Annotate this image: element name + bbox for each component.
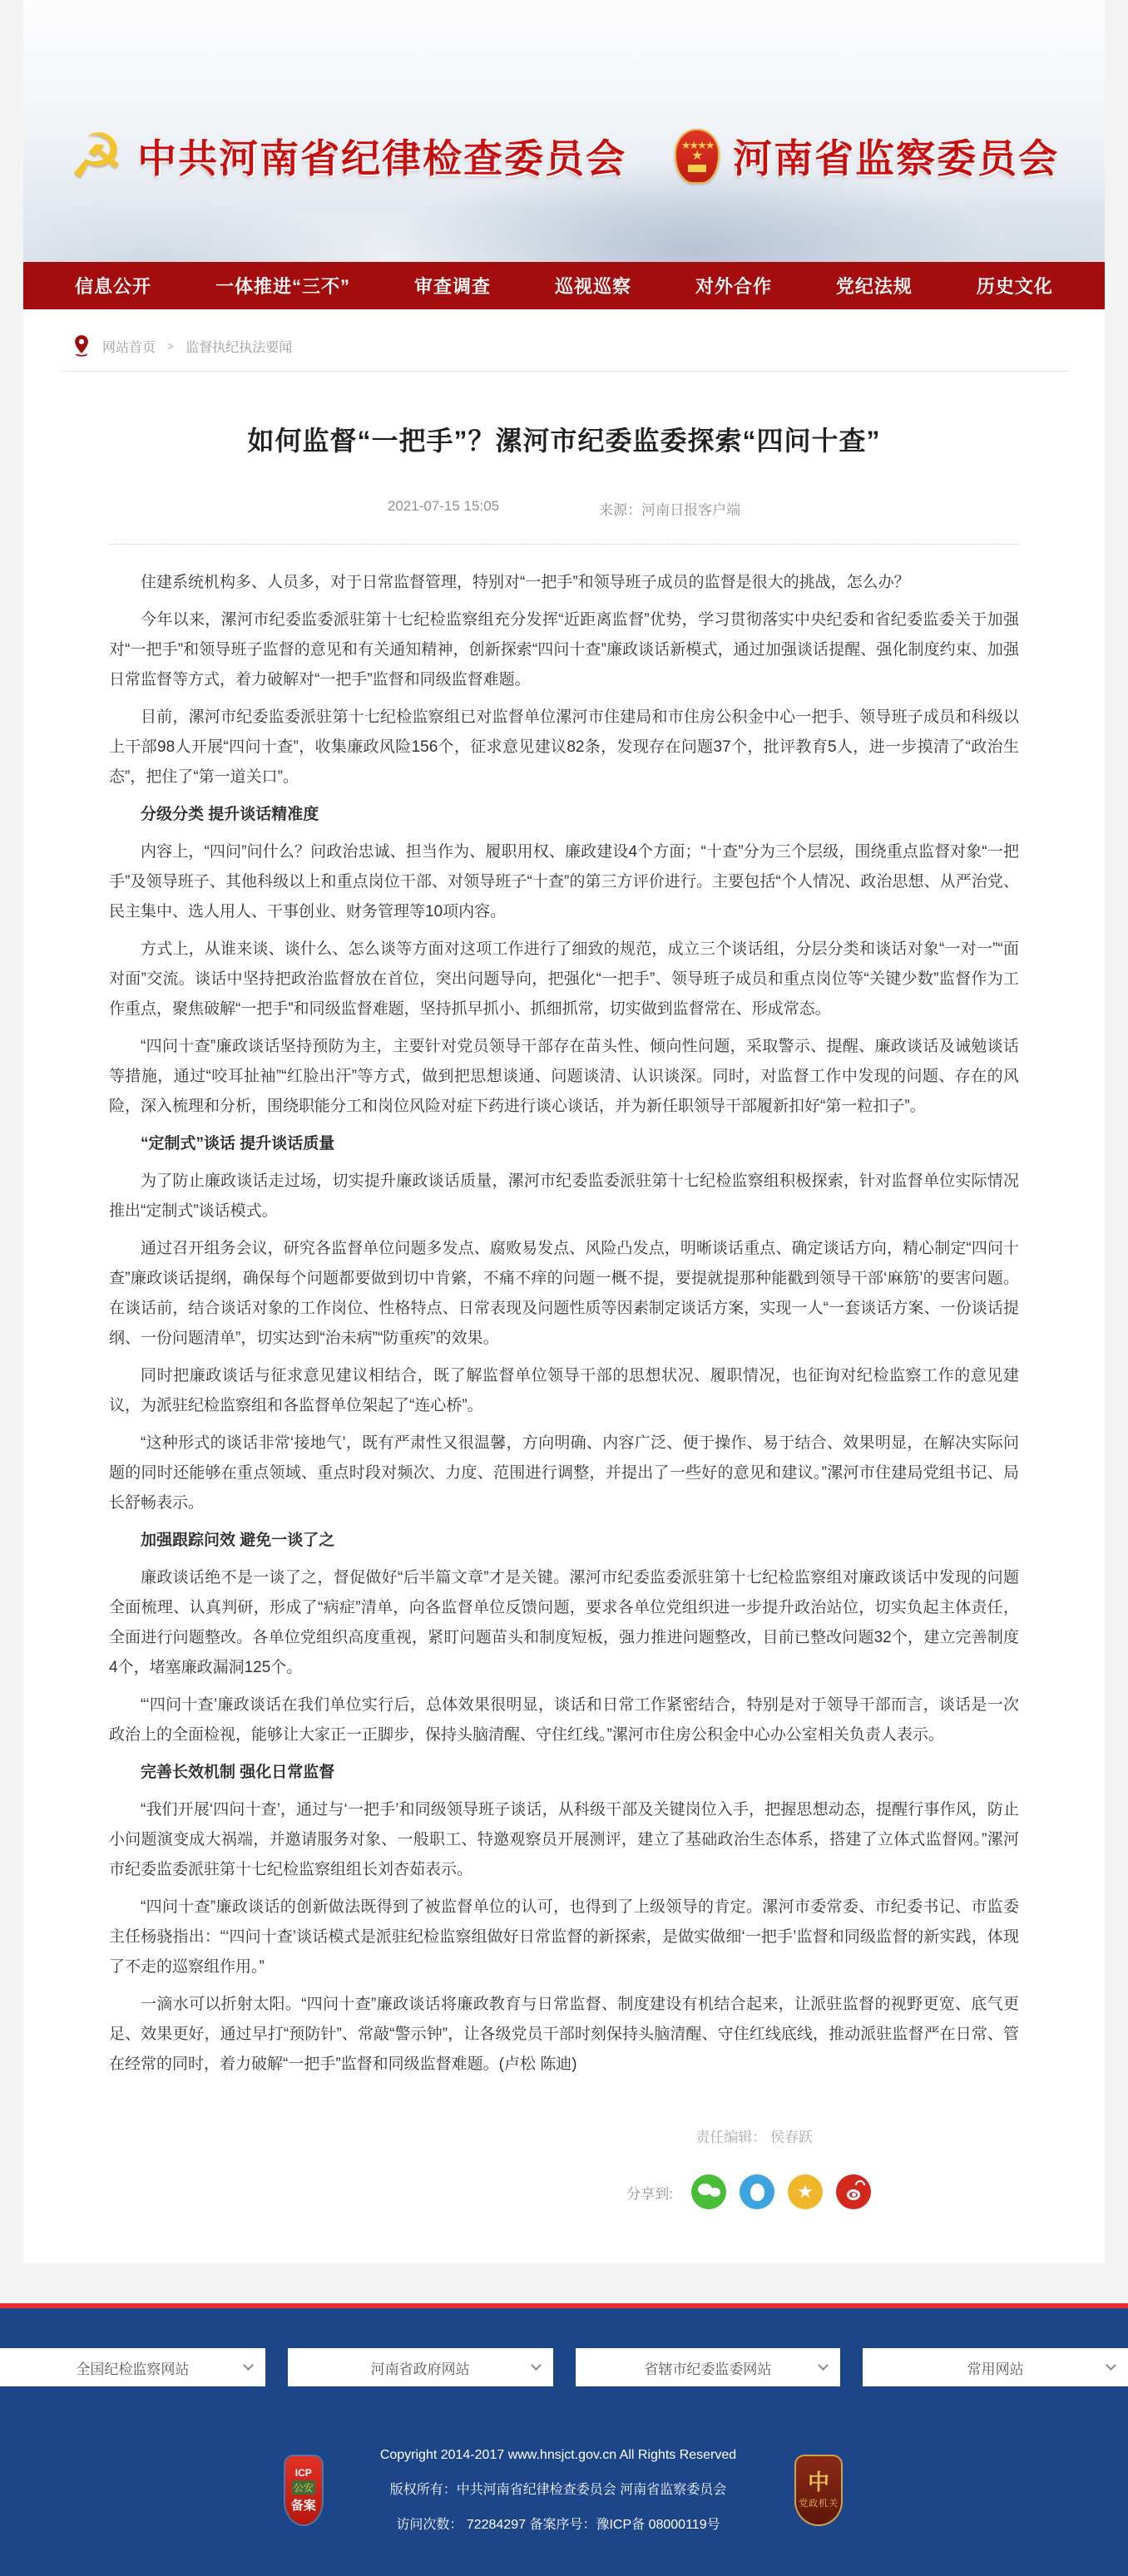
nav-item-information[interactable]: 信息公开 bbox=[75, 276, 152, 297]
article-paragraph: 目前，漯河市纪委监委派驻第十七纪检监察组已对监督单位漯河市住建局和市住房公积金中心一把手、领导班子成员和科级以上干部98人开展“四问十查”，收集廉政风险156个，征求意见建议82条，发现存在问题37个，批评教育5人，进一步摸清了“政治生态”，把住了“第一道关口”。 bbox=[109, 708, 1019, 786]
footer-link-selects bbox=[0, 2348, 1128, 2386]
header-banner bbox=[23, 0, 1105, 262]
article-section-heading: 完善长效机制 强化日常监督 bbox=[141, 1764, 335, 1781]
icp-badge-top: ICP bbox=[294, 2467, 312, 2479]
nav-item-history[interactable]: 历史文化 bbox=[976, 276, 1053, 297]
article-paragraph: “‘四问十查’廉政谈话在我们单位实行后，总体效果很明显，谈话和日常工作紧密结合，特别是对于领导干部而言，谈话是一次政治上的全面检视，能够让大家正一正脚步，保持头脑清醒、守住红线。”漯河市住房公积金中心办公室相关负责人表示。 bbox=[109, 1696, 1019, 1744]
article-paragraph: 廉政谈话绝不是一谈了之，督促做好“后半篇文章”才是关键。漯河市纪委监委派驻第十七纪检监察组对廉政谈话中发现的问题全面梳理、认真判研，形成了“病症”清单，向各监督单位反馈问题，要求各单位党组织进一步提升政治站位，切实负起主体责任，全面进行问题整改。各单位党组织高度重视，紧盯问题苗头和制度短板，强力推进问题整改，目前已整改问题32个，建立完善制度4个，堵塞廉政漏洞125个。 bbox=[109, 1569, 1019, 1676]
article-paragraph: 一滴水可以折射太阳。“四问十查”廉政谈话将廉政教育与日常监督、制度建设有机结合起来，让派驻监督的视野更宽、底气更足、效果更好，通过早打“预防针”、常敲“警示钟”，让各级党员干部时刻保持头脑清醒、守住红线底线，推动派驻监督严在日常、管在经常的同时，着力破解“一把手”监督和同级监督难题。(卢松 陈迪) bbox=[109, 1996, 1019, 2073]
copyright-line2: 版权所有：中共河南省纪律检查委员会 河南省监察委员会 bbox=[389, 2483, 727, 2497]
article-paragraph: “这种形式的谈话非常‘接地气’，既有严肃性又很温馨，方向明确、内容广泛、便于操作、易于结合、效果明显，在解决实际问题的同时还能够在重点领域、重点时段对频次、力度、范围进行调整，并提出了一些好的意见和建议。”漯河市住建局党组书记、局长舒畅表示。 bbox=[109, 1434, 1019, 1512]
chevron-down-icon bbox=[1106, 2360, 1116, 2371]
org-badge-symbol: 中 bbox=[808, 2470, 830, 2495]
weibo-share-icon[interactable] bbox=[836, 2174, 871, 2209]
org-badge-label: 党政机关 bbox=[799, 2499, 839, 2509]
nav-item-cooperation[interactable]: 对外合作 bbox=[695, 276, 772, 297]
logo-group-supervision bbox=[675, 128, 1059, 184]
article-paragraph: 方式上，从谁来谈、谈什么、怎么谈等方面对这项工作进行了细致的规范，成立三个谈话组，分层分类和谈话对象“一对一”“面对面”交流。谈话中坚持把政治监督放在首位，突出问题导向，把强化“一把手”、领导班子成员和重点岗位等“关键少数”监督作为工作重点，聚焦破解“一把手”和同级监督难题，坚持抓早抓小、抓细抓常，切实做到监督常在、形成常态。 bbox=[109, 940, 1019, 1018]
article-source: 来源：河南日报客户端 bbox=[599, 502, 741, 518]
article-paragraph: “四问十查”廉政谈话的创新做法既得到了被监督单位的认可，也得到了上级领导的肯定。漯河市委常委、市纪委书记、市监委主任杨骁指出：“‘四问十查’谈话模式是派驻纪检监察组做好日常监督的新探索，是做实做细‘一把手’监督和同级监督的新实践，体现了不走的巡察组作用。” bbox=[109, 1898, 1019, 1976]
breadcrumb-home[interactable]: 网站首页 bbox=[102, 340, 156, 355]
article-paragraph: 今年以来，漯河市纪委监委派驻第十七纪检监察组充分发挥“近距离监督”优势，学习贯彻落实中央纪委和省纪委监委关于加强对“一把手”和领导班子监督的意见和有关通知精神，创新探索“四问十查”廉政谈话新模式，通过加强谈话提醒、强化制度约束、加强日常监督等方式，着力破解对“一把手”监督和同级监督难题。 bbox=[109, 611, 1019, 688]
icp-record-badge-icon[interactable] bbox=[285, 2456, 322, 2524]
article-title: 如何监督“一把手”？漯河市纪委监委探索“四问十查” bbox=[247, 426, 881, 456]
party-emblem-icon: ☭ bbox=[68, 120, 125, 192]
select-label: 全国纪检监察网站 bbox=[76, 2361, 190, 2377]
copyright-line1: Copyright 2014-2017 www.hnsjct.gov.cn All Rights Reserved bbox=[379, 2448, 737, 2462]
qzone-share-icon[interactable]: ★ bbox=[788, 2174, 823, 2209]
nav-item-three-nos[interactable]: 一体推进“三不” bbox=[215, 276, 350, 297]
select-city-commission-sites[interactable] bbox=[576, 2348, 841, 2386]
select-henan-gov-sites[interactable] bbox=[288, 2348, 553, 2386]
site-title-right: 河南省监察委员会 bbox=[733, 136, 1060, 180]
icp-badge-bottom: 备案 bbox=[290, 2499, 316, 2513]
logo-group-discipline bbox=[68, 120, 627, 192]
share-label: 分享到: bbox=[626, 2185, 673, 2202]
editor-line bbox=[109, 2125, 1019, 2146]
article-section-heading: 加强跟踪问效 避免一谈了之 bbox=[141, 1532, 335, 1549]
editor-name: 侯春跃 bbox=[770, 2129, 813, 2145]
party-gov-org-badge-icon[interactable] bbox=[794, 2455, 843, 2526]
breadcrumb-separator: > bbox=[167, 339, 175, 353]
article-paragraph: “我们开展‘四问十查’，通过与‘一把手’和同级领导班子谈话，从科级干部及关键岗位入手，把握思想动态，提醒行事作风，防止小问题演变成大祸端，并邀请服务对象、一般职工、特邀观察员开展测评，建立了基础政治生态体系，搭建了立体式监督网。”漯河市纪委监委派驻第十七纪检监察组组长刘杏茹表示。 bbox=[109, 1801, 1019, 1878]
article-body bbox=[109, 568, 1019, 2080]
content-card bbox=[23, 309, 1105, 2263]
share-row bbox=[109, 2174, 1019, 2209]
copyright-block bbox=[380, 2438, 736, 2543]
qq-share-icon[interactable] bbox=[740, 2174, 774, 2209]
breadcrumb bbox=[61, 328, 1067, 372]
article-paragraph: “四问十查”廉政谈话坚持预防为主，主要针对党员领导干部存在苗头性、倾向性问题，采取警示、提醒、廉政谈话及诫勉谈话等措施，通过“咬耳扯袖”“红脸出汗”等方式，做到把思想谈通、问题谈清、认识谈深。同时，对监督工作中发现的问题、存在的风险，深入梳理和分析，围绕职能分工和岗位风险对症下药进行谈心谈话，并为新任职领导干部履新扣好“第一粒扣子”。 bbox=[109, 1038, 1019, 1115]
article-paragraph: 通过召开组务会议，研究各监督单位问题多发点、腐败易发点、风险凸发点，明晰谈话重点、确定谈话方向，精心制定“四问十查”廉政谈话提纲，确保每个问题都要做到切中肯綮，不痛不痒的问题一概不提，要提就提那种能戳到领导干部‘麻筋’的要害问题。在谈话前，结合谈话对象的工作岗位、性格特点、日常表现及问题性质等因素制定谈话方案，实现一人“一套谈话方案、一份谈话提纲、一份问题清单”，切实达到“治未病”“防重疾”的效果。 bbox=[109, 1240, 1019, 1347]
article-date: 2021-07-15 15:05 bbox=[387, 498, 500, 514]
article-paragraph: 为了防止廉政谈话走过场，切实提升廉政谈话质量，漯河市纪委监委派驻第十七纪检监察组积极探索，针对监督单位实际情况推出“定制式”谈话模式。 bbox=[109, 1172, 1019, 1220]
footer-bottom bbox=[0, 2438, 1128, 2543]
select-national-discipline-sites[interactable] bbox=[0, 2348, 265, 2386]
select-common-sites[interactable] bbox=[863, 2348, 1128, 2386]
article-paragraph: 内容上，“四问”问什么？问政治忠诚、担当作为、履职用权、廉政建设4个方面；“十查”分为三个层级，围绕重点监督对象“一把手”及领导班子、其他科级以上和重点岗位干部、对领导班子“十查”的第三方评价进行。主要包括“个人情况、政治思想、从严治党、民主集中、选人用人、干事创业、财务管理等10项内容。 bbox=[109, 843, 1019, 920]
wechat-share-icon[interactable] bbox=[691, 2174, 726, 2209]
article-meta bbox=[109, 498, 1019, 545]
article bbox=[61, 420, 1067, 2209]
location-pin-icon bbox=[72, 334, 91, 358]
article-section-heading: “定制式”谈话 提升谈话质量 bbox=[141, 1135, 335, 1152]
article-paragraph: 同时把廉政谈话与征求意见建议相结合，既了解监督单位领导干部的思想状况、履职情况，也征询对纪检监察工作的意见建议，为派驻纪检监察组和各监督单位架起了“连心桥”。 bbox=[109, 1367, 1019, 1414]
chevron-down-icon bbox=[243, 2360, 254, 2371]
chevron-down-icon bbox=[531, 2360, 542, 2371]
main-nav bbox=[23, 262, 1105, 309]
page-container bbox=[23, 0, 1105, 2263]
article-paragraph: 住建系统机构多、人员多，对于日常监督管理，特别对“一把手”和领导班子成员的监督是很大的挑战，怎么办？ bbox=[141, 574, 910, 591]
site-title-left: 中共河南省纪律检查委员会 bbox=[137, 136, 627, 180]
nav-item-inspection[interactable]: 巡视巡察 bbox=[554, 276, 631, 297]
copyright-line3: 访问次数： 72284297 备案序号：豫ICP备 08000119号 bbox=[396, 2518, 720, 2532]
select-label: 河南省政府网站 bbox=[370, 2361, 470, 2377]
breadcrumb-current[interactable]: 监督执纪执法要闻 bbox=[186, 340, 293, 355]
icp-badge-mid: 公安 bbox=[293, 2482, 314, 2494]
nav-item-investigation[interactable]: 审查调查 bbox=[413, 276, 491, 297]
select-label: 省辖市纪委监委网站 bbox=[644, 2361, 772, 2377]
site-footer bbox=[0, 2308, 1128, 2576]
editor-label: 责任编辑： bbox=[695, 2129, 767, 2145]
chevron-down-icon bbox=[818, 2360, 829, 2371]
national-emblem-icon: ★★★★ ★ bbox=[675, 129, 720, 184]
nav-item-regulations[interactable]: 党纪法规 bbox=[835, 276, 913, 297]
article-section-heading: 分级分类 提升谈话精准度 bbox=[141, 806, 319, 823]
select-label: 常用网站 bbox=[967, 2361, 1024, 2377]
